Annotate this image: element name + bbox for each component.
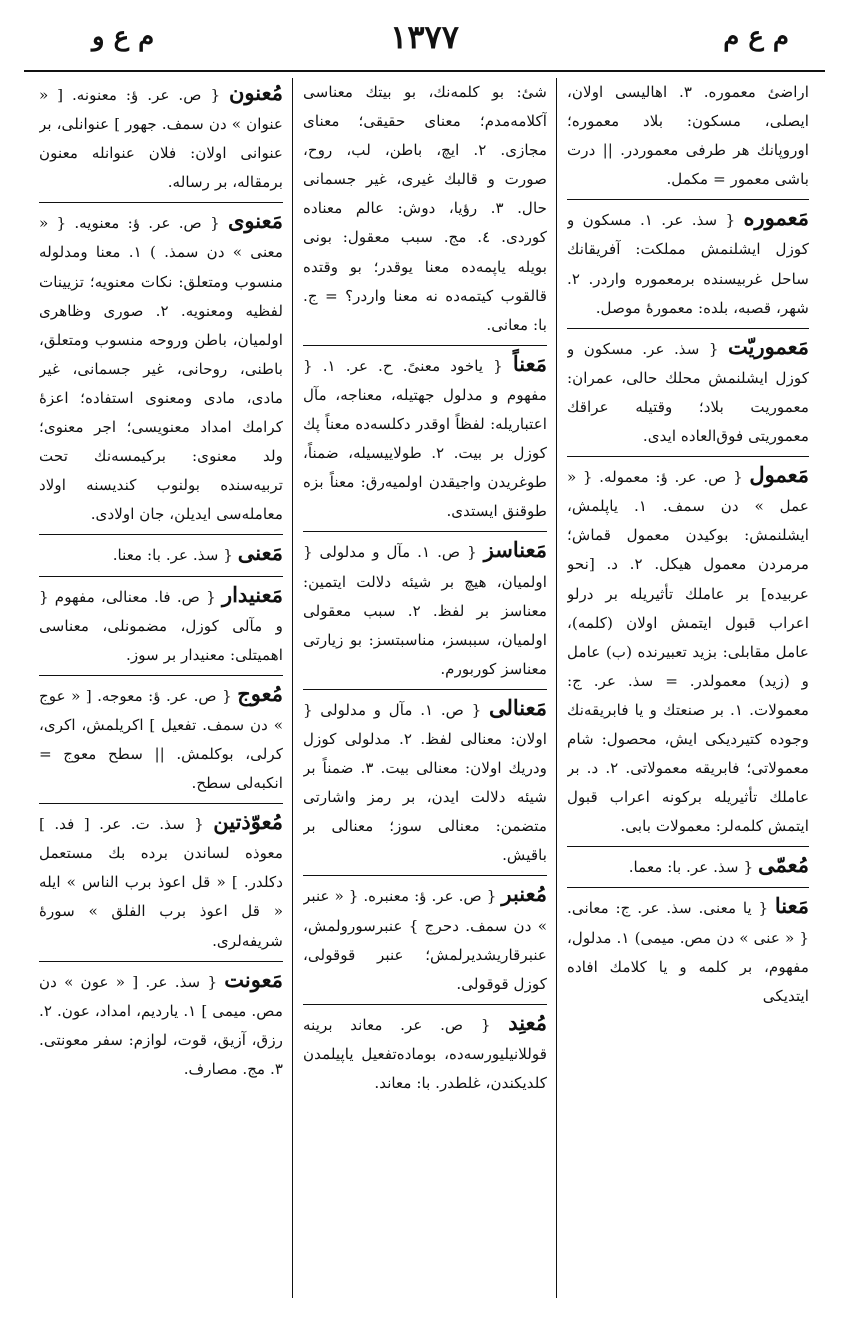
entry-definition: { ص. عر. ؤ: معنبره. { « عنبر » دن سمف. دحرج } عنبرسورولمش، عنبرقاریشدیرلمش؛ عنبر قوقولی، کوزل قوقولی. [303, 887, 547, 993]
entry-divider [303, 875, 547, 876]
entry-divider [567, 456, 809, 457]
entry-headword: مُعنبر [501, 881, 547, 907]
entry-definition: { ص. ١. مآل و مدلولی { اولان: معنالی لفظ. ٢. مدلولی کوزل ودریك اولان: معنالی بیت. ٣. ضمناً بر شیئه دلالت ایدن، بر رمز واشارتی متضمن: معنالی سوز؛ معنالی بر باقیش. [303, 700, 547, 865]
entry-divider [303, 1004, 547, 1005]
dictionary-entry [39, 580, 283, 670]
dictionary-entry [303, 693, 547, 871]
header-right-catchword: م ع م [723, 22, 789, 52]
entry-divider [567, 846, 809, 847]
entry-headword: مُعنون [229, 80, 283, 105]
column-rule [292, 78, 293, 1298]
entry-headword: مُعنِد [508, 1009, 547, 1035]
entry-divider [303, 531, 547, 532]
entry-continuation: اراضیٔ معموره. ٣. اهالیسی اولان، ایصلی، مسکون: بلاد معموره؛ اوروپانك هر طرفی معموردر. || درت باشی معمور = مکمل. [567, 83, 809, 189]
entry-headword: مَعنی [237, 540, 283, 566]
entry-headword: مُعمّی [757, 852, 809, 878]
entry-definition: { سذ. عر. مسکون و کوزل ایشلنمش محلك حالی، عمران: معموریت بلاد؛ وقتیله عراقك معموریتی فوق‌العاده ایدی. [567, 339, 809, 446]
entry-definition: { یا معنی. سذ. عر. ج: معانی. { « عنی » دن مص. میمی) ١. مدلول، مفهوم، بر کلمه و یا کلامك افاده ایتدیکی [567, 899, 809, 1005]
entry-headword: مَعنالی [488, 694, 547, 720]
entry-headword: مَعونت [224, 966, 283, 992]
entry-definition: { یاخود معنیً. ح. عر. ١. { مفهوم و مدلول جهتیله، معناجه، مآل اعتباریله: لفظاً اوقدر دکلسه‌ده معناً پك کوزل بر بیت. ٢. طولاییسیله، ضمناً، طوغریدن واجیقدن اولمیه‌رق: معناً بزه طوقنق ایستدی. [303, 356, 547, 521]
dictionary-entry [567, 891, 809, 1010]
dictionary-entry [567, 460, 809, 841]
dictionary-entry [303, 535, 547, 683]
entry-divider [567, 328, 809, 329]
entry-definition: { ص. عر. ؤ: معموله. { « عمل » دن سمف. ١. یاپلمش، ایشلنمش: بوکیدن معمول قماش؛ مرمردن معمول هیکل. ٢. د. [نحو عربیده] بر عاملك تأثیریله بر درلو اعراب قبول ایتمش اولان (کلمه)، عامل مقابلی: بزید تعبیرنده (ب) عامل و (زید) معمولدر. = سذ. عر. ج: معمولات. ١. بر صنعتك و یا فابریقه‌نك وجوده کتیردیکی ایش، محصول: شام معمولاتی؛ فابریقه معمولاتی. ٢. د. بر عاملك تأثیریله برکونه اعراب قبول ایتمش کلمه‌لر: معمولات بابی. [567, 468, 809, 836]
entry-divider [567, 887, 809, 888]
entry-divider [39, 675, 283, 676]
dictionary-entry [567, 203, 809, 322]
entry-divider [39, 202, 283, 203]
entry-definition: { سذ. عر. [ « عون » دن مص. میمی ] ١. یاردیم، امداد، عون. ٢. رزق، آزیق، قوت، لوازم: سفر معونتی. ٣. مج. مصارف. [39, 972, 283, 1078]
column-left [39, 78, 283, 1298]
dictionary-entry [39, 78, 283, 197]
entry-definition: { ص. عر. ؤ: معوجه. [ « عوج » دن سمف. تفعیل ] اکریلمش، اکری، کرلی، بوکلمش. || سطح معوج = انکبه‌لی سطح. [39, 686, 283, 793]
dictionary-entry [303, 1008, 547, 1098]
page-number: ١٣٧٧ [390, 18, 459, 56]
entry-divider [303, 689, 547, 690]
entry-divider [39, 534, 283, 535]
entry-divider [39, 576, 283, 577]
dictionary-entry [39, 538, 283, 570]
entry-headword: مَعموریّت [728, 333, 809, 359]
entry-definition: { سذ. عر. ١. مسکون و کوزل ایشلنمش مملکت: آفریقانك ساحل غربیسنده برمعموره واردر. ٢. شهر، قصبه، بلده: معمورهٔ موصل. [567, 211, 809, 317]
entry-definition: { ص. فا. معنالی، مفهوم { و مآلی کوزل، مضمونلی، معناسی اهمیتلی: معنیدار بر سوز. [39, 587, 283, 664]
dictionary-entry [39, 807, 283, 955]
entry-definition: { ص. عر. معاند برینه قوللانیلیورسه‌ده، بوماده‌تفعیل یاپیلمدن کلدیکندن، غلطدر. با: معاند. [303, 1015, 547, 1092]
entry-definition: { سذ. عر. با: معنا. [112, 546, 233, 565]
dictionary-entry [39, 965, 283, 1084]
page-header [0, 18, 849, 62]
dictionary-entry [567, 332, 809, 451]
dictionary-entry [39, 206, 283, 529]
column-middle [303, 78, 547, 1298]
header-left-catchword: م ع و [92, 22, 155, 52]
entry-divider [303, 345, 547, 346]
dictionary-entry [303, 349, 547, 527]
entry-divider [39, 961, 283, 962]
entry-headword: مَعموره [743, 205, 809, 231]
entry-definition: { سذ. ت. عر. [ فد. ] معوذه لساندن برده بك مستعمل دکلدر. ] « قل اعوذ برب الناس » ایله « قل اعوذ برب الفلق » سورهٔ شریفه‌لری. [39, 815, 283, 950]
entry-headword: مُعوج [237, 680, 283, 706]
entry-definition: { ص. عر. ؤ: معنونه. [ « عنوان » دن سمف. جهور ] عنوانلی، بر عنوانی اولان: فلان عنوانله معنون برمقاله، بر رساله. [39, 86, 283, 192]
entry-headword: مَعناً [512, 350, 547, 376]
entry-definition: { ص. عر. ؤ: معنویه. { « معنی » دن سمذ. ) ١. معنا ومدلوله منسوب ومتعلق: نکات معنویه؛ تزیینات لفظیه ومعنویه. ٢. صوری وظاهری اولمیان، باطن وروحه منسوب ومتعلق، باطنی، روحانی، غیر جسمانی، غیر مادی، مادی ومعنوی استفاده؛ اعزهٔ کرامك امداد معنویسی؛ اجر معنوی؛ ولد معنوی: برکیمسه‌نك تحت تربیه‌سنده بولنوب کندیسنه اولاد معامله‌سی ایدیلن، جان اولادی. [39, 214, 283, 524]
dictionary-entry [567, 850, 809, 882]
entry-divider [39, 803, 283, 804]
entry-definition: { سذ. عر. با: معما. [628, 858, 754, 877]
entry-headword: مَعنیدار [221, 581, 283, 607]
entry-headword: مَعناسز [483, 537, 547, 563]
dictionary-entry [39, 679, 283, 798]
dictionary-entry [303, 879, 547, 998]
column-right [567, 78, 809, 1298]
entry-headword: مَعنا [774, 893, 809, 919]
entry-divider [567, 199, 809, 200]
entry-headword: مُعوّذتین [213, 809, 283, 835]
entry-headword: مَعنوی [227, 208, 283, 234]
header-rule [24, 70, 825, 72]
entry-definition: { ص. ١. مآل و مدلولی { اولمیان، هیچ بر شیئه دلالت ایتمین: معناسز بر لفظ. ٢. سبب معقولی اولمیان، سببسز، مناسبتسز: بو زیارتی معناسز کوربورم. [303, 543, 547, 678]
column-rule [556, 78, 557, 1298]
entry-headword: مَعمول [749, 462, 809, 488]
entry-continuation: شیٔ: بو کلمه‌نك، بو بیتك معناسی آکلامه‌مدم؛ معنای حقیقی؛ معنای مجازی. ٢. ایچ، باطن، لب، روح، صورت و قالبك غیری، غیر جسمانی حال. ٣. رؤیا، دوش: عالم معناده کوردی. ٤. مج. سبب معقول: بونی بویله یاپمه‌ده معنا یوقدر؛ بو وقتده قالقوب کیتمه‌ده نه معنا واردر؟ = ج. با: معانی. [303, 83, 547, 334]
